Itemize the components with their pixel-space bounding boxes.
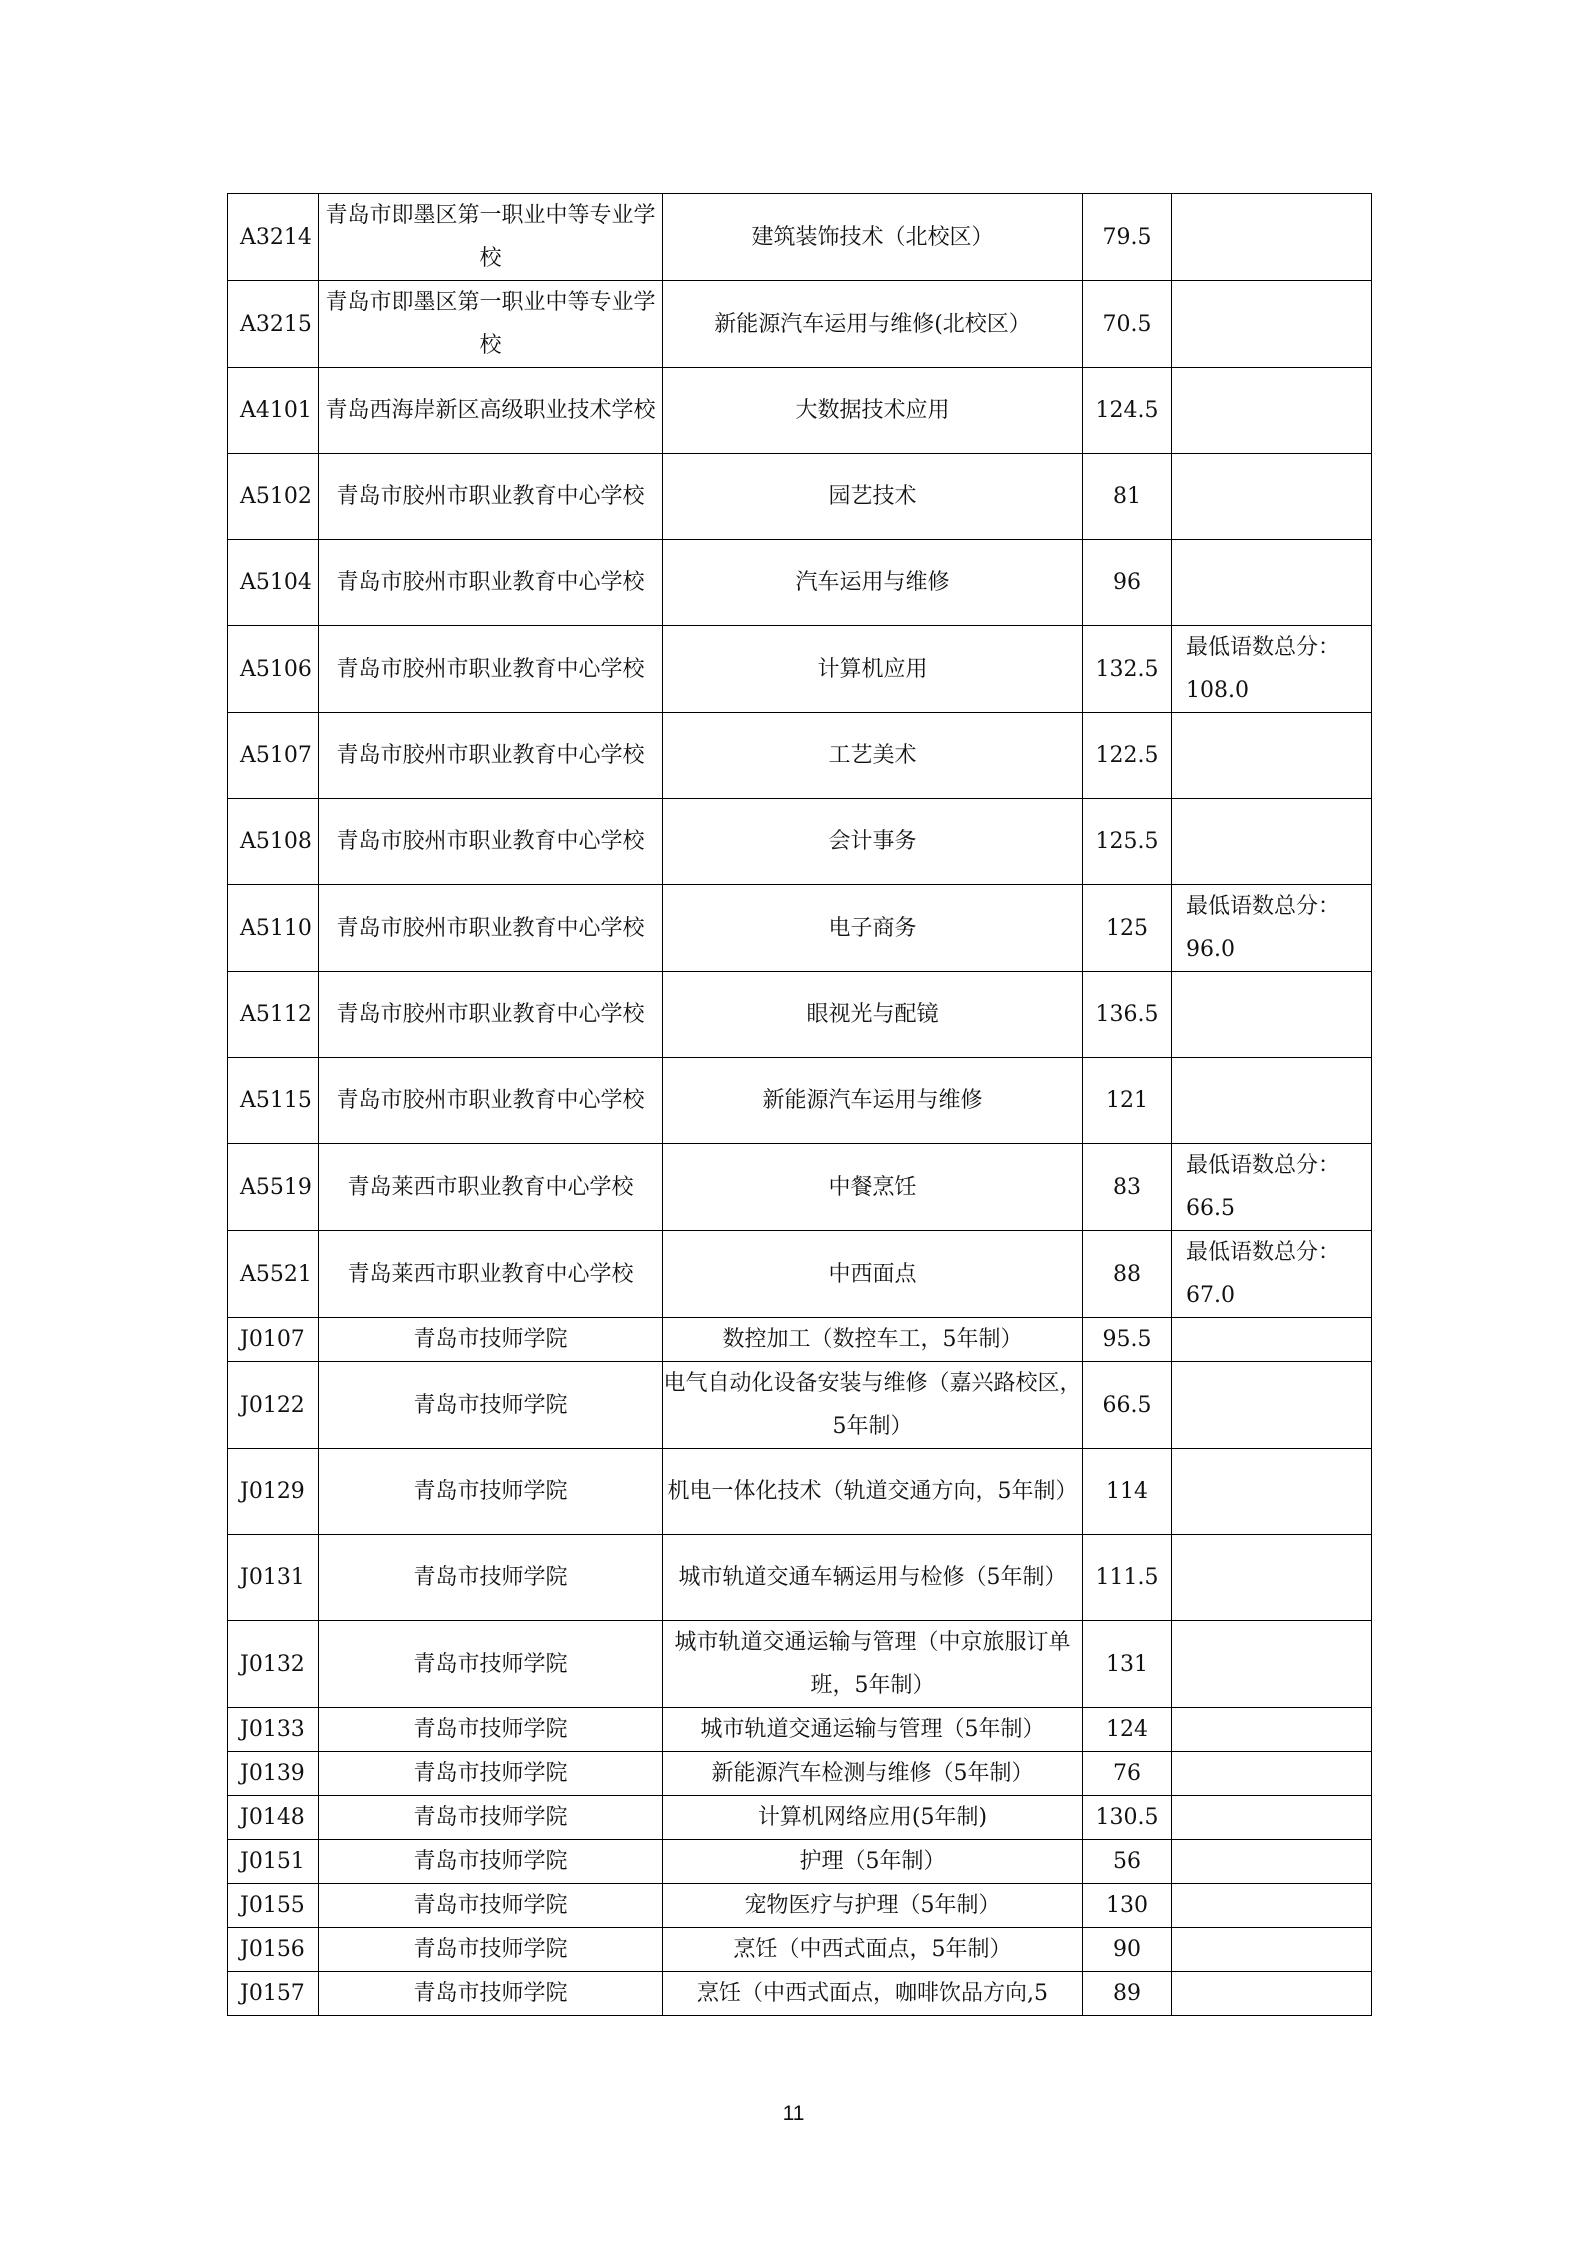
school-cell: 青岛市胶州市职业教育中心学校	[319, 1058, 663, 1144]
school-cell: 青岛市技师学院	[319, 1840, 663, 1884]
score-cell: 89	[1083, 1972, 1172, 2016]
school-cell: 青岛市技师学院	[319, 1708, 663, 1752]
remark-cell	[1172, 1928, 1372, 1972]
remark-cell	[1172, 1752, 1372, 1796]
remark-cell	[1172, 1708, 1372, 1752]
code-cell: A5112	[228, 972, 319, 1058]
major-cell: 烹饪（中西式面点，咖啡饮品方向,5	[663, 1972, 1083, 2016]
major-cell: 城市轨道交通车辆运用与检修（5年制）	[663, 1535, 1083, 1621]
code-cell: J0155	[228, 1884, 319, 1928]
code-cell: A5519	[228, 1144, 319, 1231]
remark-cell	[1172, 1535, 1372, 1621]
score-cell: 125	[1083, 885, 1172, 972]
remark-cell	[1172, 713, 1372, 799]
table-row	[228, 368, 1372, 454]
table-body	[228, 194, 1372, 2016]
score-cell: 111.5	[1083, 1535, 1172, 1621]
score-cell: 95.5	[1083, 1318, 1172, 1362]
school-cell: 青岛莱西市职业教育中心学校	[319, 1231, 663, 1318]
table-row	[228, 1144, 1372, 1231]
school-cell: 青岛市技师学院	[319, 1621, 663, 1708]
score-cell: 70.5	[1083, 281, 1172, 368]
code-cell: A5102	[228, 454, 319, 540]
table-row	[228, 281, 1372, 368]
score-cell: 122.5	[1083, 713, 1172, 799]
table-row	[228, 1928, 1372, 1972]
code-cell: J0107	[228, 1318, 319, 1362]
school-cell: 青岛市即墨区第一职业中等专业学校	[319, 194, 663, 281]
code-cell: A5107	[228, 713, 319, 799]
school-cell: 青岛市胶州市职业教育中心学校	[319, 972, 663, 1058]
remark-cell: 最低语数总分：96.0	[1172, 885, 1372, 972]
score-cell: 56	[1083, 1840, 1172, 1884]
remark-cell	[1172, 1362, 1372, 1449]
code-cell: J0156	[228, 1928, 319, 1972]
score-cell: 132.5	[1083, 626, 1172, 713]
code-cell: A5106	[228, 626, 319, 713]
major-cell: 新能源汽车检测与维修（5年制）	[663, 1752, 1083, 1796]
school-cell: 青岛市胶州市职业教育中心学校	[319, 454, 663, 540]
table-row	[228, 885, 1372, 972]
score-cell: 124	[1083, 1708, 1172, 1752]
table-row	[228, 1362, 1372, 1449]
remark-cell	[1172, 972, 1372, 1058]
school-cell: 青岛市胶州市职业教育中心学校	[319, 540, 663, 626]
major-cell: 电子商务	[663, 885, 1083, 972]
major-cell: 宠物医疗与护理（5年制）	[663, 1884, 1083, 1928]
score-cell: 125.5	[1083, 799, 1172, 885]
school-cell: 青岛市技师学院	[319, 1535, 663, 1621]
code-cell: A5115	[228, 1058, 319, 1144]
remark-cell: 最低语数总分：67.0	[1172, 1231, 1372, 1318]
remark-cell: 最低语数总分：66.5	[1172, 1144, 1372, 1231]
major-cell: 汽车运用与维修	[663, 540, 1083, 626]
remark-cell	[1172, 368, 1372, 454]
table-row	[228, 713, 1372, 799]
score-cell: 88	[1083, 1231, 1172, 1318]
school-cell: 青岛市技师学院	[319, 1449, 663, 1535]
table-row	[228, 194, 1372, 281]
major-cell: 新能源汽车运用与维修(北校区）	[663, 281, 1083, 368]
table-row	[228, 1535, 1372, 1621]
code-cell: A5521	[228, 1231, 319, 1318]
code-cell: A5110	[228, 885, 319, 972]
code-cell: J0122	[228, 1362, 319, 1449]
remark-cell	[1172, 194, 1372, 281]
table-row	[228, 1884, 1372, 1928]
admission-score-table	[227, 193, 1372, 2016]
major-cell: 眼视光与配镜	[663, 972, 1083, 1058]
remark-cell	[1172, 1796, 1372, 1840]
remark-cell	[1172, 799, 1372, 885]
table-row	[228, 1449, 1372, 1535]
score-cell: 121	[1083, 1058, 1172, 1144]
table-row	[228, 1621, 1372, 1708]
major-cell: 电气自动化设备安装与维修（嘉兴路校区，5年制）	[663, 1362, 1083, 1449]
score-cell: 90	[1083, 1928, 1172, 1972]
code-cell: J0151	[228, 1840, 319, 1884]
remark-cell	[1172, 281, 1372, 368]
code-cell: J0148	[228, 1796, 319, 1840]
code-cell: A4101	[228, 368, 319, 454]
major-cell: 机电一体化技术（轨道交通方向，5年制）	[663, 1449, 1083, 1535]
table-row	[228, 1972, 1372, 2016]
table-row	[228, 1708, 1372, 1752]
score-cell: 130.5	[1083, 1796, 1172, 1840]
school-cell: 青岛市胶州市职业教育中心学校	[319, 713, 663, 799]
code-cell: J0157	[228, 1972, 319, 2016]
code-cell: J0133	[228, 1708, 319, 1752]
remark-cell	[1172, 540, 1372, 626]
table-row	[228, 799, 1372, 885]
remark-cell	[1172, 1884, 1372, 1928]
major-cell: 中餐烹饪	[663, 1144, 1083, 1231]
table-row	[228, 1840, 1372, 1884]
school-cell: 青岛市技师学院	[319, 1752, 663, 1796]
score-cell: 66.5	[1083, 1362, 1172, 1449]
code-cell: A3214	[228, 194, 319, 281]
score-cell: 76	[1083, 1752, 1172, 1796]
code-cell: A3215	[228, 281, 319, 368]
major-cell: 工艺美术	[663, 713, 1083, 799]
score-cell: 114	[1083, 1449, 1172, 1535]
table-row	[228, 1058, 1372, 1144]
code-cell: J0129	[228, 1449, 319, 1535]
score-cell: 83	[1083, 1144, 1172, 1231]
score-cell: 130	[1083, 1884, 1172, 1928]
remark-cell	[1172, 1621, 1372, 1708]
score-cell: 136.5	[1083, 972, 1172, 1058]
table-row	[228, 972, 1372, 1058]
remark-cell	[1172, 1972, 1372, 2016]
table-row	[228, 1231, 1372, 1318]
major-cell: 城市轨道交通运输与管理（中京旅服订单班，5年制）	[663, 1621, 1083, 1708]
school-cell: 青岛市技师学院	[319, 1884, 663, 1928]
table-row	[228, 1796, 1372, 1840]
score-cell: 131	[1083, 1621, 1172, 1708]
remark-cell	[1172, 1840, 1372, 1884]
code-cell: J0131	[228, 1535, 319, 1621]
code-cell: A5104	[228, 540, 319, 626]
score-cell: 96	[1083, 540, 1172, 626]
school-cell: 青岛市技师学院	[319, 1318, 663, 1362]
school-cell: 青岛莱西市职业教育中心学校	[319, 1144, 663, 1231]
school-cell: 青岛市技师学院	[319, 1972, 663, 2016]
school-cell: 青岛市技师学院	[319, 1928, 663, 1972]
major-cell: 计算机应用	[663, 626, 1083, 713]
school-cell: 青岛西海岸新区高级职业技术学校	[319, 368, 663, 454]
school-cell: 青岛市胶州市职业教育中心学校	[319, 799, 663, 885]
score-cell: 124.5	[1083, 368, 1172, 454]
school-cell: 青岛市胶州市职业教育中心学校	[319, 885, 663, 972]
score-cell: 79.5	[1083, 194, 1172, 281]
code-cell: A5108	[228, 799, 319, 885]
major-cell: 护理（5年制）	[663, 1840, 1083, 1884]
school-cell: 青岛市即墨区第一职业中等专业学校	[319, 281, 663, 368]
table-row	[228, 454, 1372, 540]
table-row	[228, 1318, 1372, 1362]
remark-cell	[1172, 1449, 1372, 1535]
major-cell: 新能源汽车运用与维修	[663, 1058, 1083, 1144]
major-cell: 园艺技术	[663, 454, 1083, 540]
table-row	[228, 1752, 1372, 1796]
remark-cell	[1172, 454, 1372, 540]
major-cell: 城市轨道交通运输与管理（5年制）	[663, 1708, 1083, 1752]
major-cell: 会计事务	[663, 799, 1083, 885]
remark-cell	[1172, 1318, 1372, 1362]
table-row	[228, 540, 1372, 626]
major-cell: 计算机网络应用(5年制)	[663, 1796, 1083, 1840]
score-cell: 81	[1083, 454, 1172, 540]
code-cell: J0132	[228, 1621, 319, 1708]
school-cell: 青岛市技师学院	[319, 1362, 663, 1449]
page-number: 11	[782, 2102, 805, 2125]
remark-cell	[1172, 1058, 1372, 1144]
major-cell: 中西面点	[663, 1231, 1083, 1318]
remark-cell: 最低语数总分：108.0	[1172, 626, 1372, 713]
table-row	[228, 626, 1372, 713]
major-cell: 数控加工（数控车工，5年制）	[663, 1318, 1083, 1362]
major-cell: 大数据技术应用	[663, 368, 1083, 454]
school-cell: 青岛市胶州市职业教育中心学校	[319, 626, 663, 713]
major-cell: 烹饪（中西式面点，5年制）	[663, 1928, 1083, 1972]
school-cell: 青岛市技师学院	[319, 1796, 663, 1840]
code-cell: J0139	[228, 1752, 319, 1796]
major-cell: 建筑装饰技术（北校区）	[663, 194, 1083, 281]
